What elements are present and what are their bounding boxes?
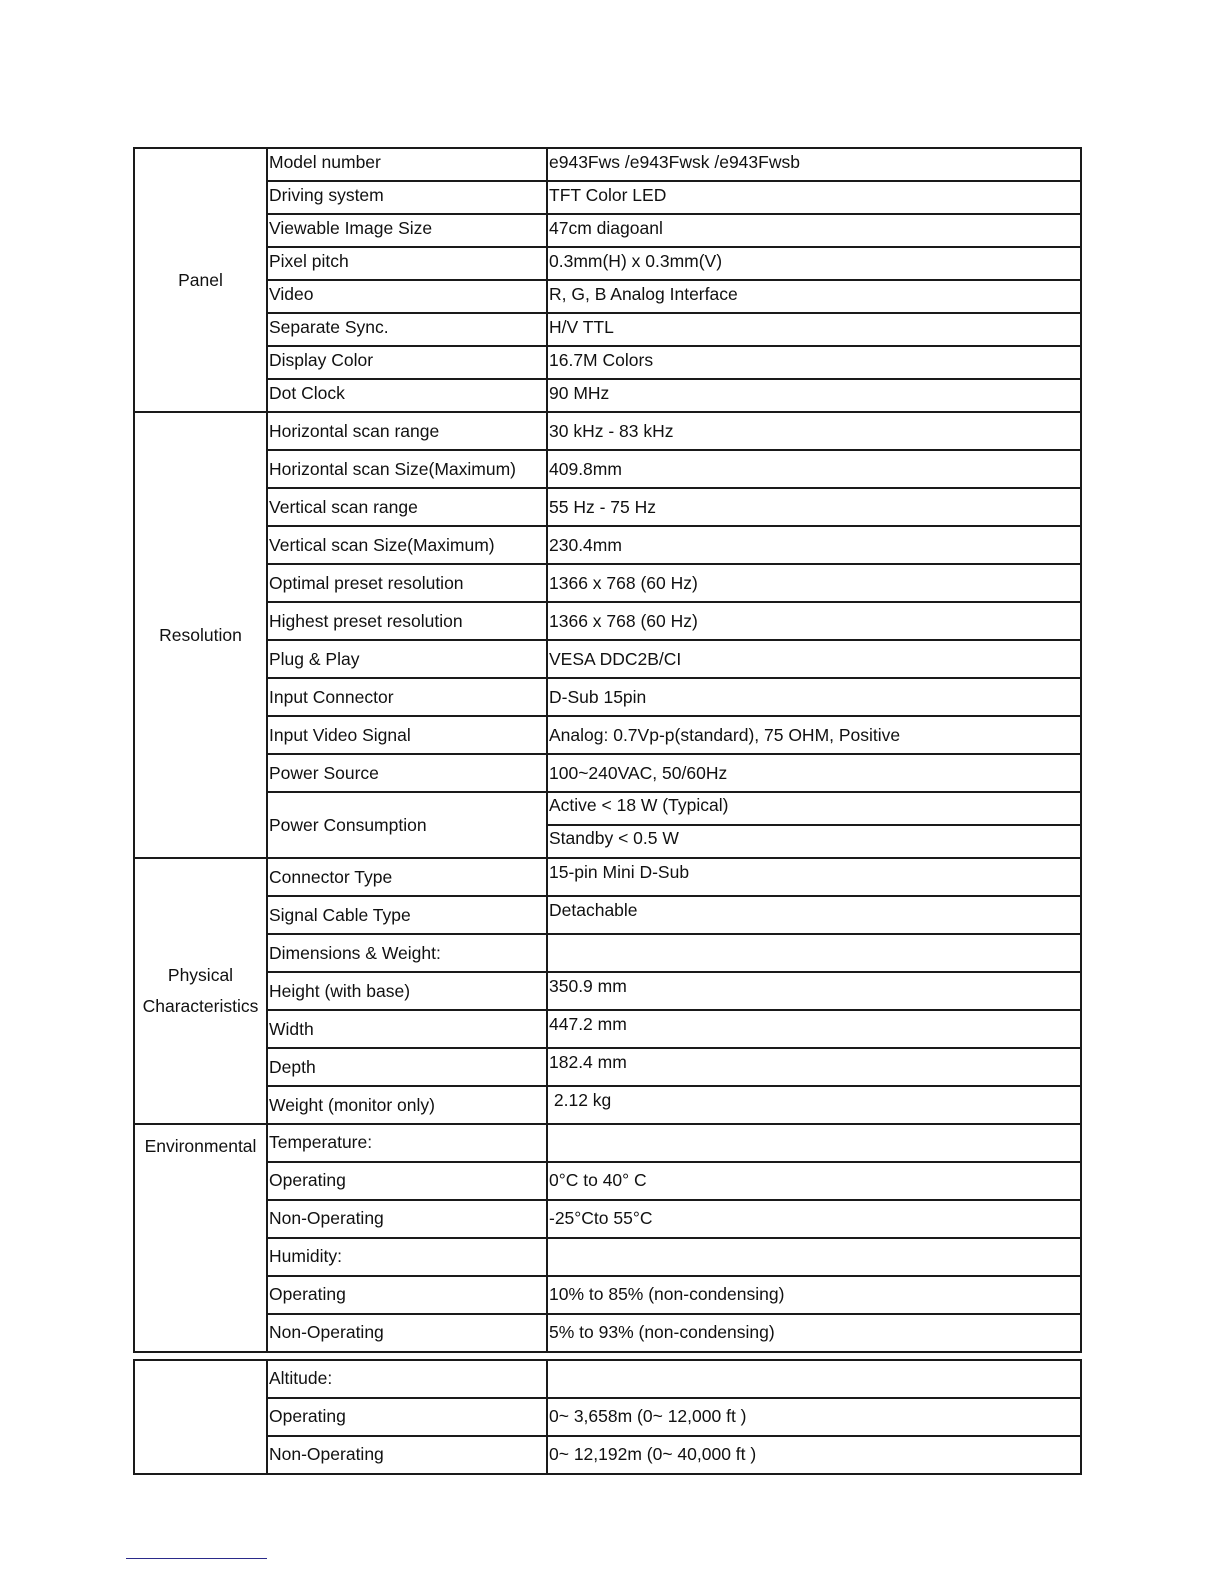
- table-row: [134, 181, 1081, 214]
- spec-value: e943Fws /e943Fwsk /e943Fwsb: [547, 148, 1081, 181]
- section-header-physical: [134, 858, 267, 1124]
- table-row: [134, 564, 1081, 602]
- spec-value: 0~ 12,192m (0~ 40,000 ft ): [547, 1436, 1081, 1474]
- spec-value: 409.8mm: [547, 450, 1081, 488]
- table-row: [134, 280, 1081, 313]
- table-row: [134, 1162, 1081, 1200]
- table-row: [134, 1360, 1081, 1398]
- table-row: [134, 488, 1081, 526]
- table-row: [134, 602, 1081, 640]
- spec-value: 230.4mm: [547, 526, 1081, 564]
- spec-value: Active < 18 W (Typical): [547, 792, 1081, 825]
- table-row: [134, 754, 1081, 792]
- spec-label: Power Consumption: [267, 792, 547, 858]
- spec-label: Power Source: [267, 754, 547, 792]
- table-row: [134, 526, 1081, 564]
- spec-label: Weight (monitor only): [267, 1086, 547, 1124]
- spec-value: Standby < 0.5 W: [547, 825, 1081, 858]
- spec-label: Non-Operating: [267, 1314, 547, 1352]
- table-row: [134, 346, 1081, 379]
- table-row: [134, 1124, 1081, 1162]
- spec-label: Width: [267, 1010, 547, 1048]
- table-row: [134, 896, 1081, 934]
- spec-label: Separate Sync.: [267, 313, 547, 346]
- spec-label: Altitude:: [267, 1360, 547, 1398]
- spec-value: 15-pin Mini D-Sub: [547, 858, 1081, 896]
- spec-label: Model number: [267, 148, 547, 181]
- table-row: [134, 934, 1081, 972]
- spec-label: Driving system: [267, 181, 547, 214]
- spec-value: D-Sub 15pin: [547, 678, 1081, 716]
- spec-label: Dot Clock: [267, 379, 547, 412]
- table-row: [134, 1314, 1081, 1352]
- section-header-panel: Panel: [134, 148, 267, 412]
- spec-value: 16.7M Colors: [547, 346, 1081, 379]
- table-row: [134, 678, 1081, 716]
- spec-value: 2.12 kg: [547, 1086, 1081, 1124]
- section-header-resolution: Resolution: [134, 412, 267, 858]
- spec-label: Humidity:: [267, 1238, 547, 1276]
- table-row: [134, 1436, 1081, 1474]
- table-row: [134, 412, 1081, 450]
- spec-label: Viewable Image Size: [267, 214, 547, 247]
- spec-value: 1366 x 768 (60 Hz): [547, 564, 1081, 602]
- spec-label: Non-Operating: [267, 1200, 547, 1238]
- spec-value: 10% to 85% (non-condensing): [547, 1276, 1081, 1314]
- spec-value: 447.2 mm: [547, 1010, 1081, 1048]
- spec-label: Horizontal scan Size(Maximum): [267, 450, 547, 488]
- spec-label: Horizontal scan range: [267, 412, 547, 450]
- spec-value: [547, 1124, 1081, 1162]
- table-row: [134, 247, 1081, 280]
- table-row: [134, 1048, 1081, 1086]
- spec-value: 0~ 3,658m (0~ 12,000 ft ): [547, 1398, 1081, 1436]
- spec-value: 350.9 mm: [547, 972, 1081, 1010]
- spec-table: [133, 147, 1082, 1353]
- spec-value: [547, 1238, 1081, 1276]
- spec-label: Input Connector: [267, 678, 547, 716]
- spec-value: Detachable: [547, 896, 1081, 934]
- table-row: [134, 1238, 1081, 1276]
- spec-value: 47cm diagoanl: [547, 214, 1081, 247]
- spec-label: Connector Type: [267, 858, 547, 896]
- spec-label: Signal Cable Type: [267, 896, 547, 934]
- spec-label: Depth: [267, 1048, 547, 1086]
- section-title-line: Physical: [167, 965, 234, 985]
- spec-label: Height (with base): [267, 972, 547, 1010]
- spec-value: 0°C to 40° C: [547, 1162, 1081, 1200]
- spec-value: TFT Color LED: [547, 181, 1081, 214]
- spec-label: Display Color: [267, 346, 547, 379]
- spec-value: -25°Cto 55°C: [547, 1200, 1081, 1238]
- spec-value: 0.3mm(H) x 0.3mm(V): [547, 247, 1081, 280]
- spec-value: 100~240VAC, 50/60Hz: [547, 754, 1081, 792]
- spec-label: Vertical scan range: [267, 488, 547, 526]
- spec-label: Video: [267, 280, 547, 313]
- altitude-table: [133, 1359, 1082, 1475]
- table-row: [134, 716, 1081, 754]
- spec-label: Vertical scan Size(Maximum): [267, 526, 547, 564]
- spec-label: Non-Operating: [267, 1436, 547, 1474]
- spec-value: H/V TTL: [547, 313, 1081, 346]
- table-row: [134, 972, 1081, 1010]
- spec-label: Operating: [267, 1276, 547, 1314]
- table-row: [134, 1200, 1081, 1238]
- spec-value: [547, 934, 1081, 972]
- table-row: [134, 450, 1081, 488]
- spec-label: Highest preset resolution: [267, 602, 547, 640]
- spec-label: Plug & Play: [267, 640, 547, 678]
- spec-value: R, G, B Analog Interface: [547, 280, 1081, 313]
- table-row: [134, 313, 1081, 346]
- table-row: [134, 858, 1081, 896]
- table-row: [134, 640, 1081, 678]
- table-row: [134, 1086, 1081, 1124]
- table-row: [134, 379, 1081, 412]
- spec-value: [547, 1360, 1081, 1398]
- spec-value: 90 MHz: [547, 379, 1081, 412]
- spec-label: Dimensions & Weight:: [267, 934, 547, 972]
- spec-value: 182.4 mm: [547, 1048, 1081, 1086]
- section-title-line: Characteristics: [142, 996, 259, 1016]
- spec-label: Optimal preset resolution: [267, 564, 547, 602]
- spec-label: Pixel pitch: [267, 247, 547, 280]
- spec-label: Input Video Signal: [267, 716, 547, 754]
- table-row: [134, 148, 1081, 181]
- table-row: [134, 1276, 1081, 1314]
- spec-value: 30 kHz - 83 kHz: [547, 412, 1081, 450]
- table-row: [134, 792, 1081, 825]
- section-header-environmental: Environmental: [134, 1124, 267, 1352]
- spec-value: 1366 x 768 (60 Hz): [547, 602, 1081, 640]
- spec-label: Temperature:: [267, 1124, 547, 1162]
- spec-value: Analog: 0.7Vp-p(standard), 75 OHM, Positive: [547, 716, 1081, 754]
- spec-label: Operating: [267, 1162, 547, 1200]
- spec-value: 5% to 93% (non-condensing): [547, 1314, 1081, 1352]
- section-header-empty: [134, 1360, 267, 1474]
- table-row: [134, 1398, 1081, 1436]
- table-row: [134, 214, 1081, 247]
- table-row: [134, 1010, 1081, 1048]
- spec-value: VESA DDC2B/CI: [547, 640, 1081, 678]
- spec-value: 55 Hz - 75 Hz: [547, 488, 1081, 526]
- spec-label: Operating: [267, 1398, 547, 1436]
- footnote-separator: [126, 1558, 267, 1559]
